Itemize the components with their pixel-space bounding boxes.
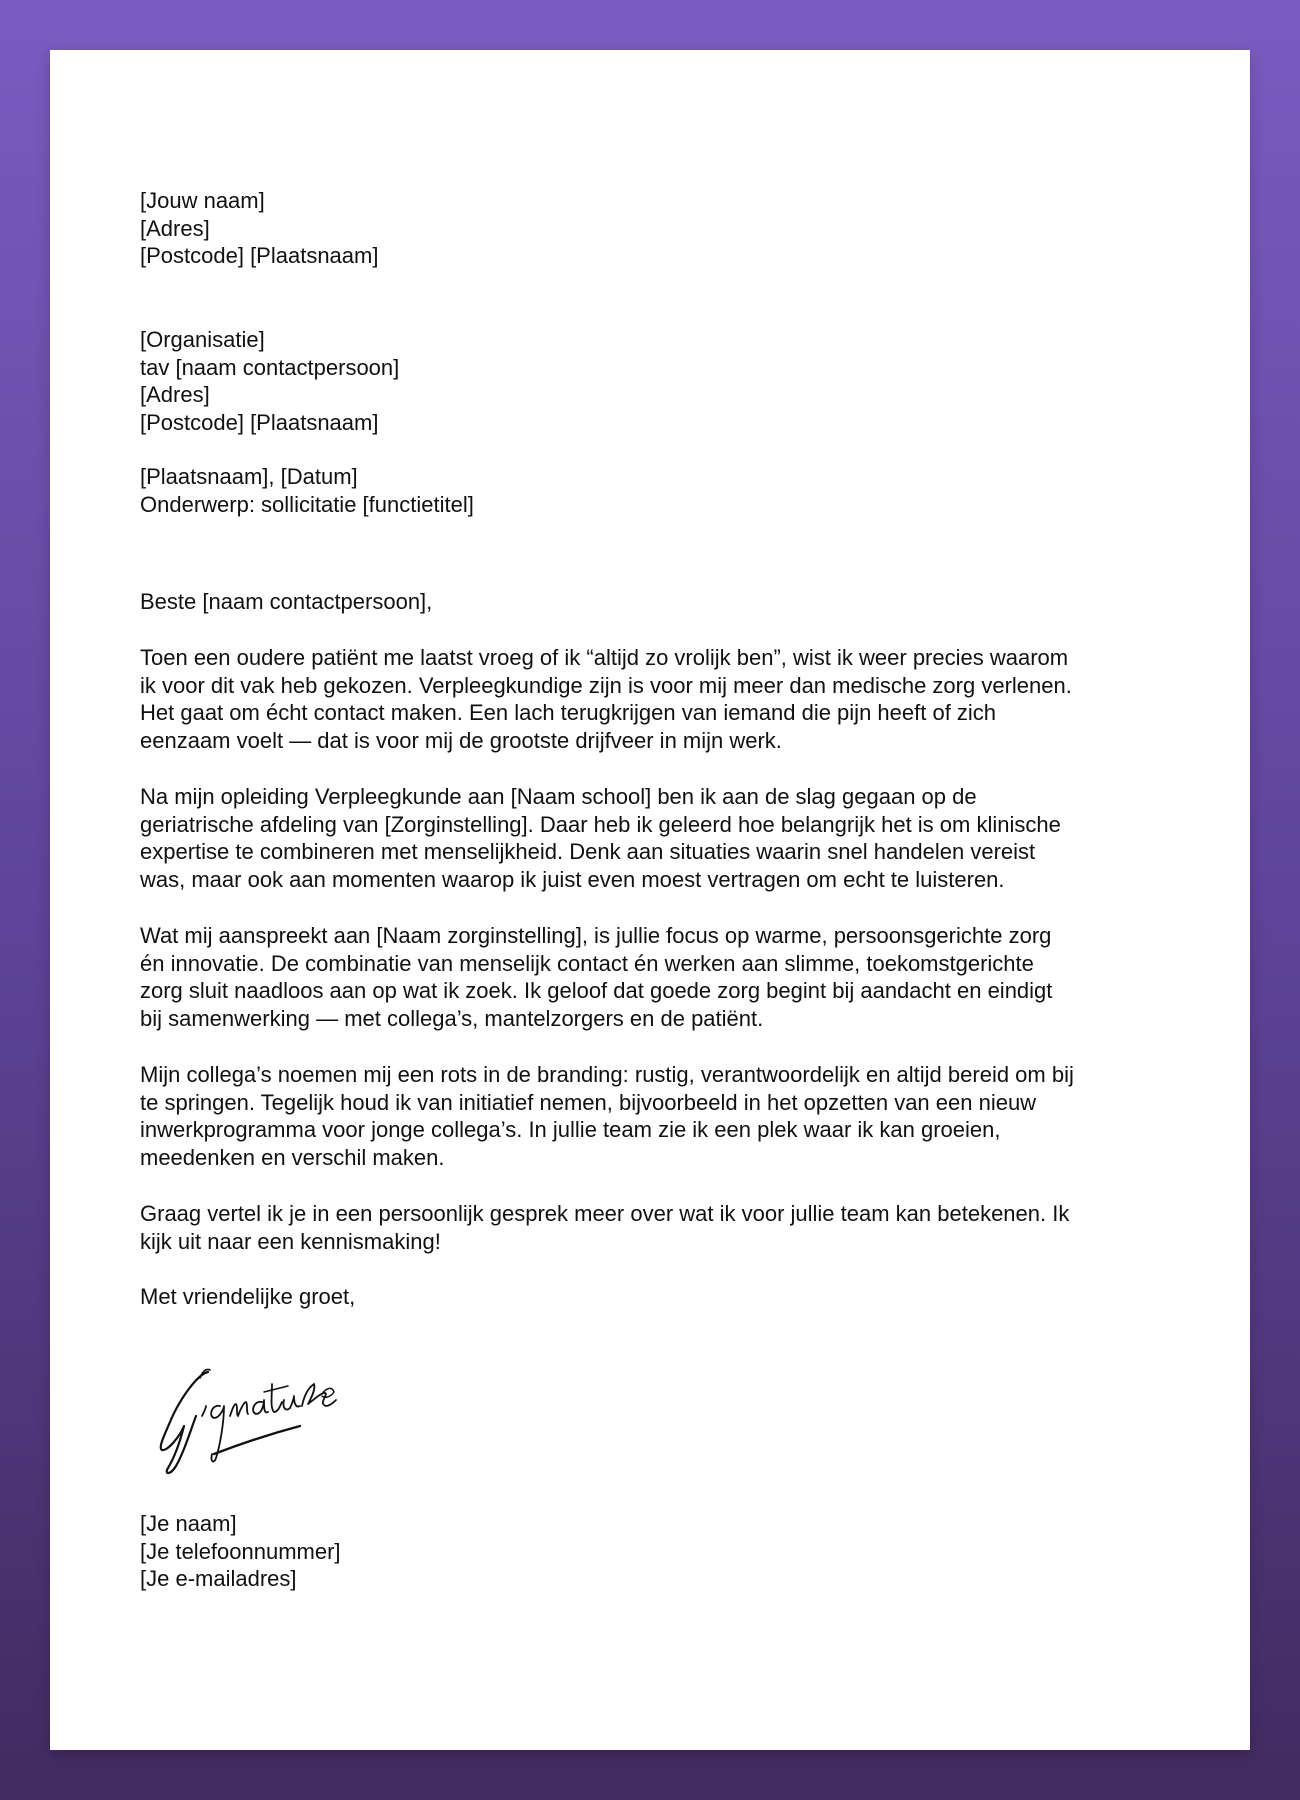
subject-line: Onderwerp: sollicitatie [functietitel] xyxy=(140,491,474,517)
salutation: Beste [naam contactpersoon], xyxy=(140,589,433,614)
recipient-address xyxy=(140,326,399,437)
sender-address xyxy=(140,187,378,270)
place-date: [Plaatsnaam], [Datum] xyxy=(140,464,358,489)
sender-city: [Postcode] [Plaatsnaam] xyxy=(140,243,379,269)
sender-name: [Jouw naam] xyxy=(140,188,265,213)
signoff-email: [Je e-mailadres] xyxy=(140,1566,297,1592)
letter-page xyxy=(50,50,1250,1750)
signoff-name: [Je naam] xyxy=(140,1511,237,1536)
body-paragraph-2: Na mijn opleiding Verpleegkunde aan [Naam school] ben ik aan de slag gegaan op de geriatrische afdeling van [Zorginstelling]. Daar heb ik geleerd hoe belangrijk het is om klinische expertise te combineren met menselijkheid. Denk aan situaties waarin snel handelen vereist was, maar ook aan momenten waarop ik juist even moest vertragen om echt te luisteren. xyxy=(140,784,1061,893)
body-paragraph-4: Mijn collega’s noemen mij een rots in de branding: rustig, verantwoordelijk en altijd bereid om bij te springen. Tegelijk houd ik van initiatief nemen, bijvoorbeeld in het opzetten van een nieuw inwerkprogramma voor jonge collega’s. In jullie team zie ik een plek waar ik kan groeien, meedenken en verschil maken. xyxy=(140,1062,1074,1171)
recipient-city: [Postcode] [Plaatsnaam] xyxy=(140,410,379,436)
recipient-contact: tav [naam contactpersoon] xyxy=(140,354,400,380)
signoff-details xyxy=(140,1510,341,1593)
signoff-phone: [Je telefoonnummer] xyxy=(140,1538,341,1564)
letter-header-meta xyxy=(140,463,474,518)
body-paragraph-1: Toen een oudere patiënt me laatst vroeg of ik “altijd zo vrolijk ben”, wist ik weer precies waarom ik voor dit vak heb gekozen. Verpleegkundige zijn is voor mij meer dan medische zorg verlenen. Het gaat om écht contact maken. Een lach terugkrijgen van iemand die pijn heeft of zich eenzaam voelt — dat is voor mij de grootste drijfveer in mijn werk. xyxy=(140,645,1072,754)
body-paragraph-3: Wat mij aanspreekt aan [Naam zorginstelling], is jullie focus op warme, persoonsgerichte zorg én innovatie. De combinatie van menselijk contact én werken aan slimme, toekomstgerichte zorg sluit naadloos aan op wat ik zoek. Ik geloof dat goede zorg begint bij aandacht en eindigt bij samenwerking — met collega’s, mantelzorgers en de patiënt. xyxy=(140,923,1053,1032)
recipient-street: [Adres] xyxy=(140,382,210,408)
handwritten-signature-icon xyxy=(140,1350,380,1480)
recipient-organisation: [Organisatie] xyxy=(140,327,265,352)
sender-street: [Adres] xyxy=(140,215,210,241)
body-paragraph-5: Graag vertel ik je in een persoonlijk gesprek meer over wat ik voor jullie team kan betekenen. Ik kijk uit naar een kennismaking! xyxy=(140,1201,1070,1254)
closing: Met vriendelijke groet, xyxy=(140,1284,356,1309)
